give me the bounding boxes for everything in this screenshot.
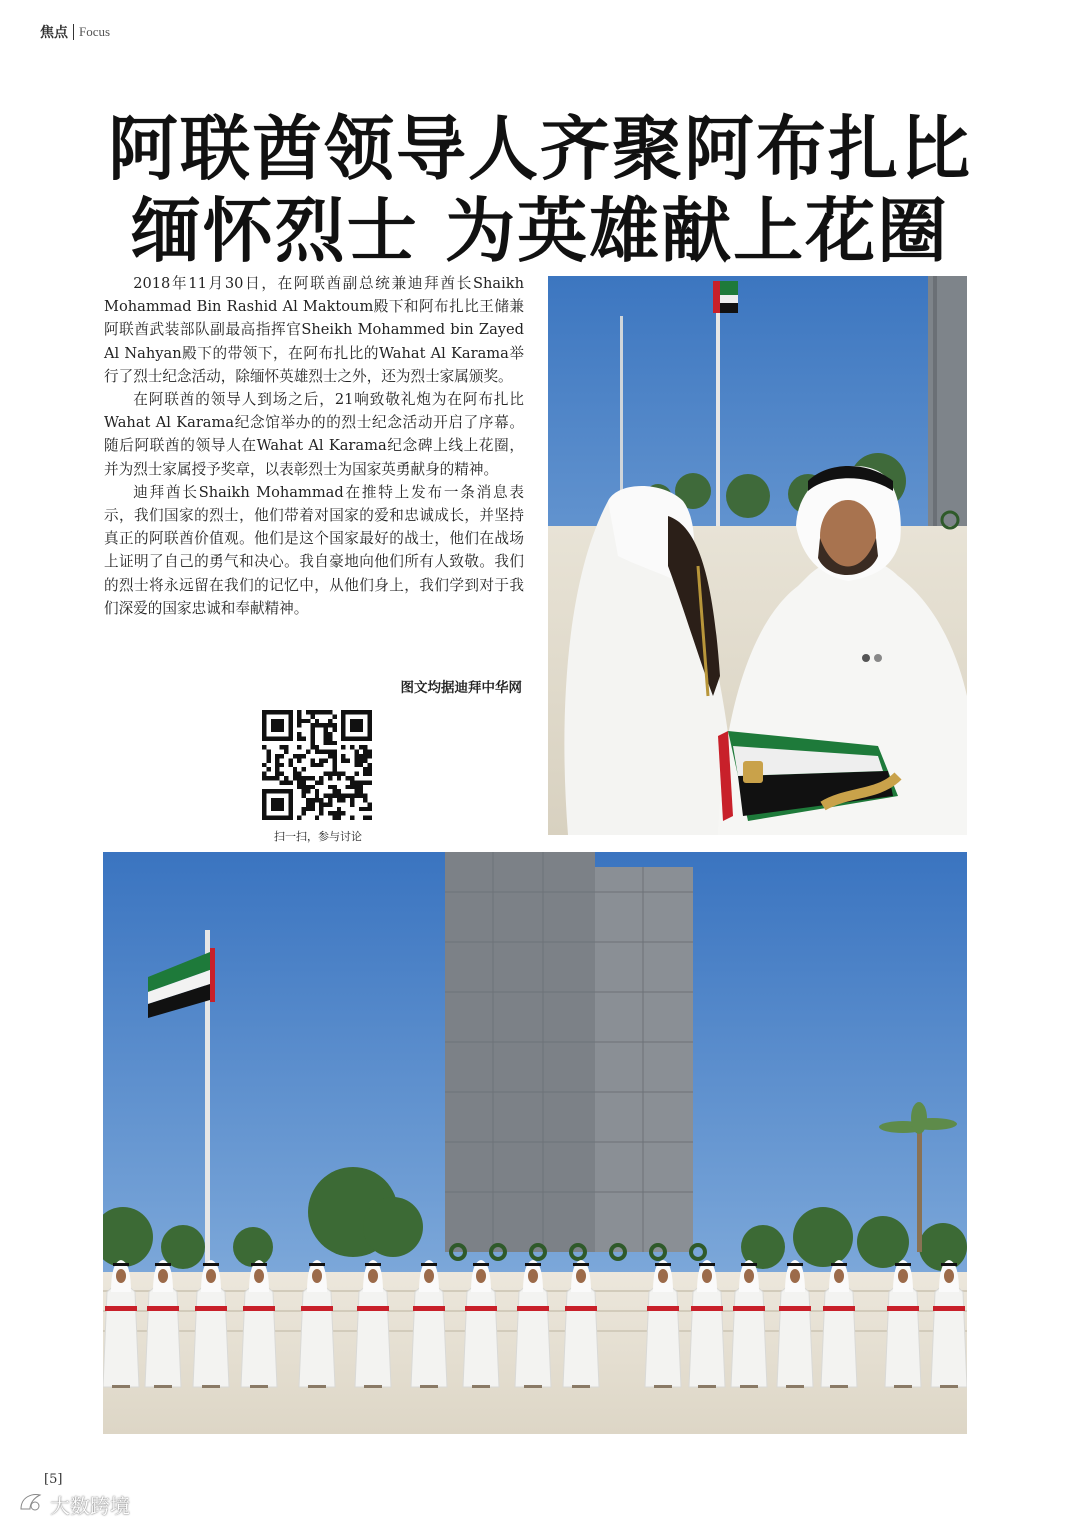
article-paragraph: 2018年11月30日，在阿联酋副总统兼迪拜酋长Shaikh Mohammad Bin Rashid Al Maktoum殿下和阿布扎比王储兼阿联酋武装部队副最高指挥官Sheikh Mohammed bin Zayed Al Nahyan殿下的带领下，在阿布扎比的Wahat Al Karama举行了烈士纪念活动，除缅怀英雄烈士之外，还为烈士家属颁奖。 bbox=[104, 275, 524, 385]
headline-line-1: 阿联酋领导人齐聚阿布扎比 bbox=[108, 108, 972, 190]
section-name-en: Focus bbox=[79, 24, 111, 39]
photo-award-ceremony bbox=[548, 276, 967, 835]
photo-credit: 图文均据迪拜中华网 bbox=[400, 680, 522, 696]
article-paragraph: 迪拜酋长Shaikh Mohammad在推特上发布一条消息表示，我们国家的烈士，他们带着对国家的爱和忠诚成长，并坚持真正的阿联酋价值观。他们是这个国家最好的战士，他们在战场上证明了自己的勇气和决心。我自豪地向他们所有人致敬。我们的烈士将永远留在我们的记忆中，从他们身上，我们学到对于我们深爱的国家忠诚和奉献精神。 bbox=[104, 483, 524, 617]
section-name: 焦点 bbox=[40, 25, 68, 41]
qr-block[interactable] bbox=[262, 710, 374, 844]
photo-wreath-laying bbox=[103, 852, 967, 1434]
qr-code[interactable] bbox=[262, 710, 372, 820]
watermark bbox=[18, 1490, 130, 1519]
qr-caption: 扫一扫，参与讨论 bbox=[274, 830, 362, 843]
headline-line-2: 缅怀烈士 为英雄献上花圈 bbox=[130, 190, 950, 272]
watermark-logo-icon bbox=[18, 1491, 44, 1518]
article-paragraph: 在阿联酋的领导人到场之后，21响致敬礼炮为在阿布扎比Wahat Al Karama纪念馆举办的的烈士纪念活动开启了序幕。随后阿联酋的领导人在Wahat Al Karama纪念碑上线上花圈，并为烈士家属授予奖章，以表彰烈士为国家英勇献身的精神。 bbox=[104, 391, 524, 478]
header-divider bbox=[73, 24, 74, 40]
headline bbox=[0, 108, 1080, 272]
article-body bbox=[104, 272, 524, 620]
watermark-text: 大数跨境 bbox=[50, 1494, 130, 1518]
page-number: [5] bbox=[44, 1472, 63, 1487]
page-header bbox=[40, 22, 110, 42]
